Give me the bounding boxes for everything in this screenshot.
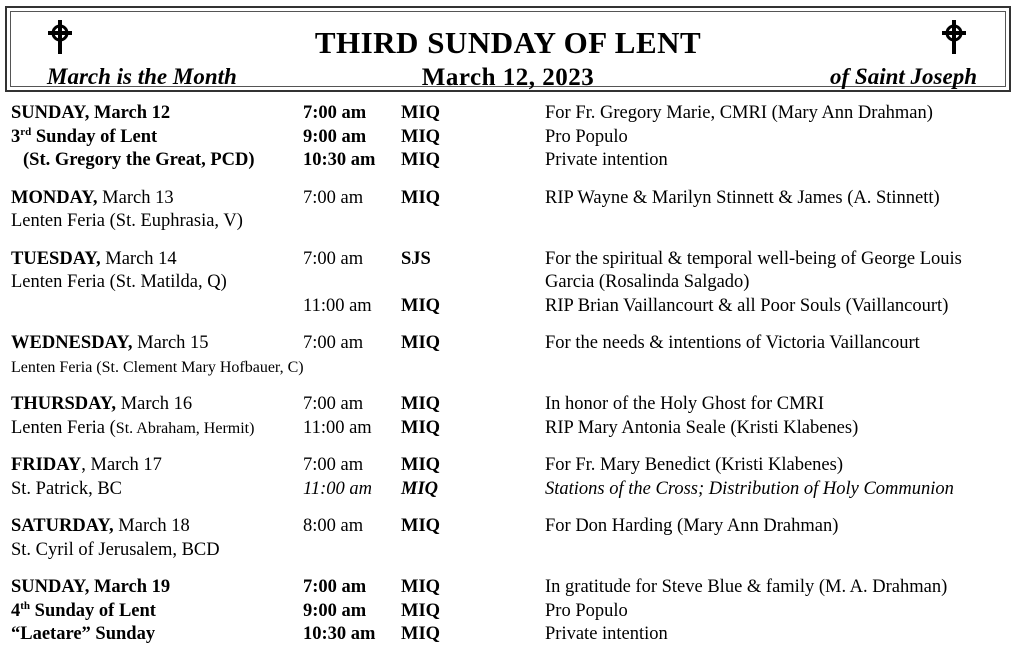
page-title: THIRD SUNDAY OF LENT	[314, 25, 702, 60]
mass-time: 7:00 am	[303, 577, 367, 597]
feast-label: Lenten Feria (St. Clement Mary Hofbauer, C)	[11, 358, 304, 376]
feast-label: St. Cyril of Jerusalem, BCD	[11, 539, 220, 560]
mass-location: MIQ	[401, 577, 441, 597]
day-block-saturday	[11, 515, 1011, 562]
schedule-row	[11, 623, 1011, 647]
schedule-row	[11, 332, 1011, 356]
schedule-row	[11, 102, 1011, 126]
mass-intention: RIP Mary Antonia Seale (Kristi Klabenes)	[545, 417, 859, 438]
feast-label: 3rd Sunday of Lent	[11, 125, 158, 147]
month-dedication-left: March is the Month	[47, 64, 237, 89]
schedule-row	[11, 478, 1011, 502]
mass-time: 7:00 am	[303, 248, 364, 269]
day-block-friday	[11, 454, 1011, 501]
day-block-wednesday	[11, 332, 1011, 379]
mass-location: MIQ	[401, 455, 441, 475]
day-label: SUNDAY, March 12	[11, 103, 171, 123]
mass-intention: RIP Wayne & Marilyn Stinnett & James (A. Stinnett)	[545, 187, 940, 208]
mass-location: SJS	[401, 248, 431, 269]
mass-intention: Private intention	[545, 624, 668, 644]
mass-intention: Stations of the Cross; Distribution of Holy Communion	[545, 478, 954, 499]
schedule-row	[11, 515, 1011, 539]
mass-intention: Pro Populo	[545, 600, 628, 621]
feast-label: 4th Sunday of Lent	[11, 599, 156, 621]
mass-time: 10:30 am	[303, 150, 376, 170]
day-label: WEDNESDAY, March 15	[11, 333, 209, 353]
feast-label: Lenten Feria (St. Matilda, Q)	[11, 272, 227, 292]
mass-intention: RIP Brian Vaillancourt & all Poor Souls (Vaillancourt)	[545, 295, 949, 316]
mass-time: 7:00 am	[303, 187, 364, 208]
month-dedication-right: of Saint Joseph	[830, 64, 977, 89]
feast-label: (St. Gregory the Great, PCD)	[23, 150, 255, 170]
mass-schedule	[11, 102, 1011, 661]
day-label: TUESDAY, March 14	[11, 248, 177, 269]
mass-time: 7:00 am	[303, 333, 364, 353]
mass-location: MIQ	[401, 103, 441, 123]
mass-location: MIQ	[401, 417, 441, 438]
day-block-sunday-mar-12	[11, 102, 1011, 173]
mass-location: MIQ	[401, 150, 441, 170]
mass-time: 9:00 am	[303, 126, 367, 147]
mass-time: 8:00 am	[303, 516, 364, 536]
day-block-monday	[11, 187, 1011, 234]
mass-time: 7:00 am	[303, 455, 364, 475]
schedule-row	[11, 187, 1011, 211]
mass-time: 11:00 am	[303, 417, 372, 438]
bulletin-date: March 12, 2023	[421, 64, 595, 91]
day-label: SATURDAY, March 18	[11, 516, 190, 536]
day-block-tuesday	[11, 248, 1011, 319]
schedule-row	[11, 393, 1011, 417]
mass-intention: For Fr. Mary Benedict (Kristi Klabenes)	[545, 455, 843, 475]
schedule-row	[11, 600, 1011, 624]
mass-location: MIQ	[401, 295, 441, 316]
mass-intention-continued: Garcia (Rosalinda Salgado)	[545, 272, 750, 292]
day-label: FRIDAY, March 17	[11, 455, 162, 475]
schedule-row	[11, 271, 1011, 295]
mass-time: 9:00 am	[303, 600, 367, 621]
day-label: THURSDAY, March 16	[11, 394, 193, 414]
day-label: SUNDAY, March 19	[11, 577, 171, 597]
mass-location: MIQ	[401, 126, 441, 147]
mass-time: 7:00 am	[303, 394, 364, 414]
schedule-row	[11, 210, 1011, 234]
mass-intention: For Don Harding (Mary Ann Drahman)	[545, 516, 839, 536]
header-box	[5, 6, 1011, 92]
schedule-row	[11, 126, 1011, 150]
mass-location: MIQ	[401, 394, 441, 414]
day-block-sunday-mar-19	[11, 576, 1011, 647]
schedule-row	[11, 539, 1011, 563]
feast-label: Lenten Feria (St. Euphrasia, V)	[11, 211, 243, 231]
mass-location: MIQ	[401, 333, 441, 353]
mass-location: MIQ	[401, 624, 441, 644]
mass-intention: For Fr. Gregory Marie, CMRI (Mary Ann Drahman)	[545, 103, 933, 123]
mass-intention: Private intention	[545, 150, 668, 170]
mass-time: 11:00 am	[303, 478, 373, 499]
mass-location: MIQ	[401, 478, 439, 499]
mass-intention: In gratitude for Steve Blue & family (M. A. Drahman)	[545, 577, 948, 597]
day-label: MONDAY, March 13	[11, 187, 174, 208]
mass-intention: For the spiritual & temporal well-being of George Louis	[545, 248, 962, 269]
schedule-row	[11, 248, 1011, 272]
schedule-row	[11, 356, 1011, 380]
mass-intention: In honor of the Holy Ghost for CMRI	[545, 394, 825, 414]
schedule-row	[11, 454, 1011, 478]
schedule-row	[11, 576, 1011, 600]
feast-label: “Laetare” Sunday	[11, 624, 156, 644]
feast-label: St. Patrick, BC	[11, 478, 123, 499]
day-block-thursday	[11, 393, 1011, 440]
feast-label: Lenten Feria (St. Abraham, Hermit)	[11, 417, 255, 438]
schedule-row	[11, 149, 1011, 173]
schedule-row	[11, 295, 1011, 319]
mass-intention: For the needs & intentions of Victoria Vaillancourt	[545, 333, 920, 353]
mass-time: 7:00 am	[303, 103, 367, 123]
mass-location: MIQ	[401, 600, 441, 621]
mass-time: 10:30 am	[303, 624, 376, 644]
mass-location: MIQ	[401, 516, 441, 536]
schedule-row	[11, 417, 1011, 441]
mass-time: 11:00 am	[303, 295, 372, 316]
mass-intention: Pro Populo	[545, 126, 628, 147]
mass-location: MIQ	[401, 187, 441, 208]
